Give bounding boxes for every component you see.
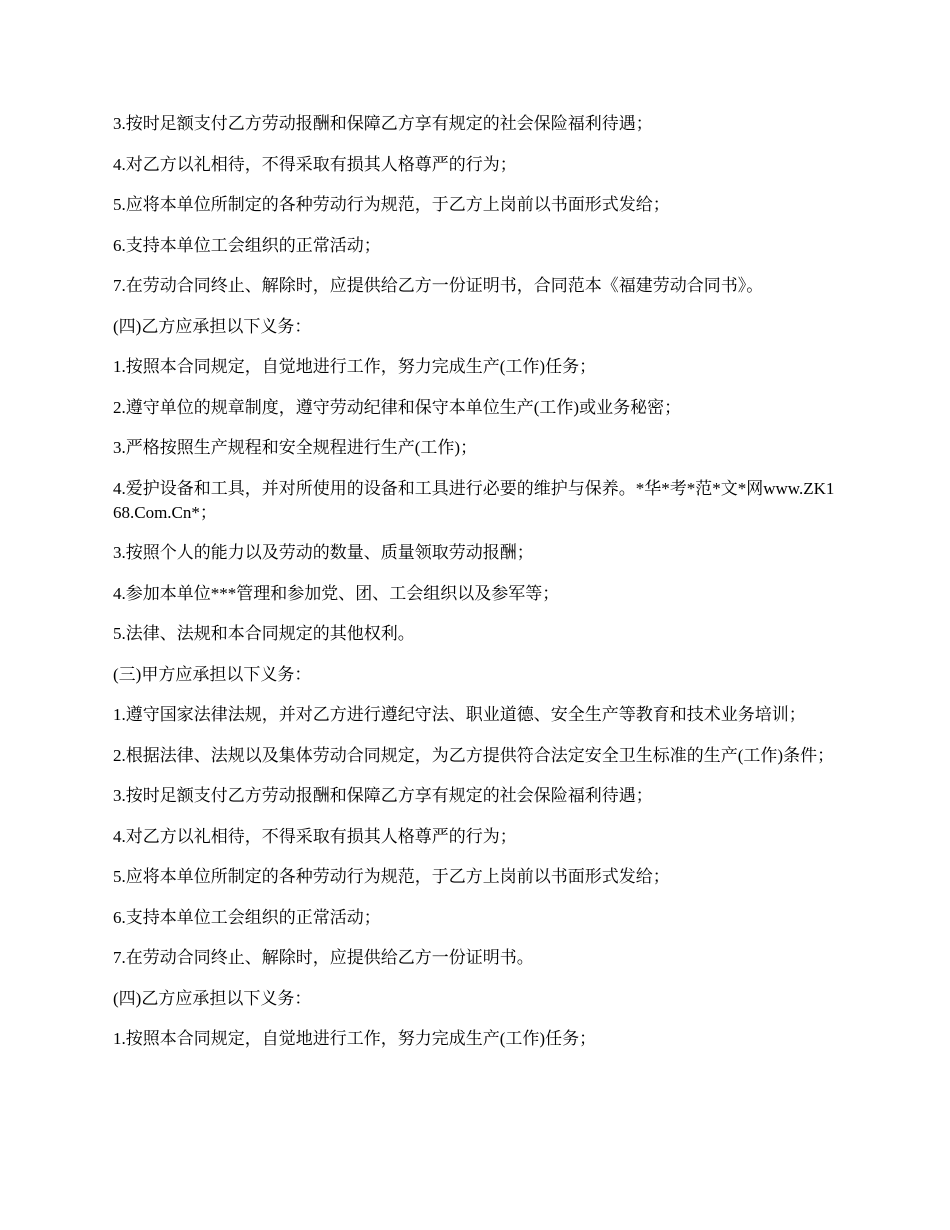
paragraph: 5.法律、法规和本合同规定的其他权利。: [113, 624, 415, 643]
section-heading: (四)乙方应承担以下义务：: [113, 988, 312, 1008]
paragraph: 6.支持本单位工会组织的正常活动；: [113, 907, 381, 927]
document-body: [113, 112, 838, 1068]
paragraph: 7.在劳动合同终止、解除时，应提供给乙方一份证明书。: [113, 948, 534, 967]
paragraph: 1.按照本合同规定，自觉地进行工作，努力完成生产(工作)任务；: [113, 1029, 597, 1048]
paragraph: 1.遵守国家法律法规，并对乙方进行遵纪守法、职业道德、安全生产等教育和技术业务培训；: [113, 705, 806, 724]
paragraph: 3.按照个人的能力以及劳动的数量、质量领取劳动报酬；: [113, 543, 534, 562]
paragraph: 5.应将本单位所制定的各种劳动行为规范，于乙方上岗前以书面形式发给；: [113, 195, 670, 214]
paragraph: 6.支持本单位工会组织的正常活动；: [113, 235, 381, 255]
paragraph: 2.遵守单位的规章制度，遵守劳动纪律和保守本单位生产(工作)或业务秘密；: [113, 397, 682, 417]
paragraph: 7.在劳动合同终止、解除时，应提供给乙方一份证明书，合同范本《福建劳动合同书》。: [113, 276, 764, 295]
paragraph: 4.参加本单位***管理和参加党、团、工会组织以及参军等；: [113, 583, 560, 603]
paragraph: 3.按时足额支付乙方劳动报酬和保障乙方享有规定的社会保险福利待遇；: [113, 114, 653, 133]
paragraph: 2.根据法律、法规以及集体劳动合同规定，为乙方提供符合法定安全卫生标准的生产(工作)条件；: [113, 745, 835, 765]
paragraph: 4.对乙方以礼相待，不得采取有损其人格尊严的行为；: [113, 154, 517, 174]
section-heading: (三)甲方应承担以下义务：: [113, 664, 312, 684]
section-heading: (四)乙方应承担以下义务：: [113, 316, 312, 336]
paragraph: 3.严格按照生产规程和安全规程进行生产(工作)；: [113, 438, 478, 457]
paragraph: 3.按时足额支付乙方劳动报酬和保障乙方享有规定的社会保险福利待遇；: [113, 786, 653, 805]
paragraph: 1.按照本合同规定，自觉地进行工作，努力完成生产(工作)任务；: [113, 357, 597, 376]
paragraph: 4.爱护设备和工具，并对所使用的设备和工具进行必要的维护与保养。*华*考*范*文*网www.ZK168.Com.Cn*；: [113, 478, 835, 522]
paragraph: 4.对乙方以礼相待，不得采取有损其人格尊严的行为；: [113, 826, 517, 846]
paragraph: 5.应将本单位所制定的各种劳动行为规范，于乙方上岗前以书面形式发给；: [113, 867, 670, 886]
